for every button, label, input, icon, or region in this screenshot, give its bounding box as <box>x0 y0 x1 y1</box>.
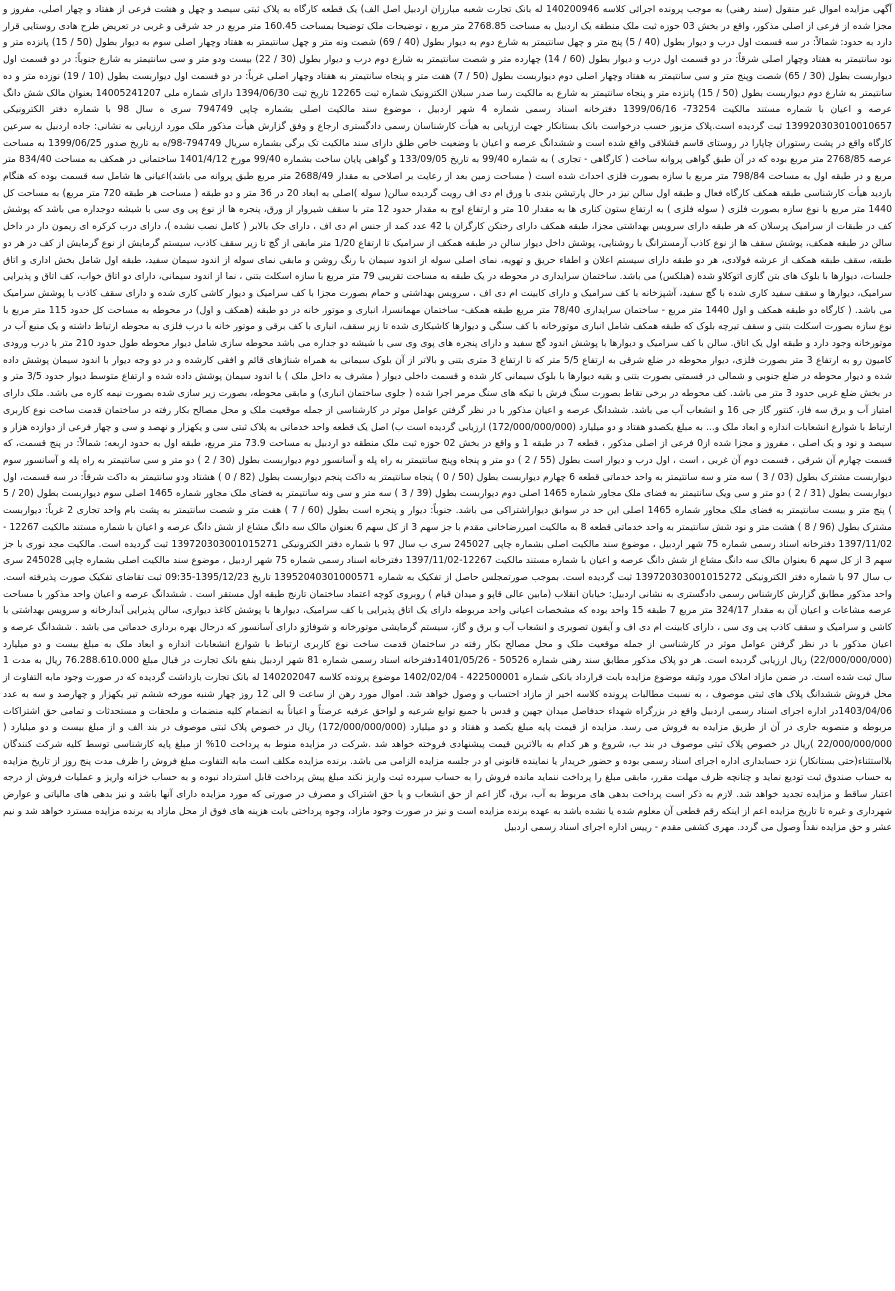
notice-body: آگهی مزایده اموال غیر منقول (سند رهنی) به موجب پرونده اجرائی کلاسه 140200946 له بانک تجارت شعبه مبارزان اردبیل اصل الف) یک قطعه کارگاه به پلاک ثبتی سیصد و چهل و هشت فرعی از هفتاد و چهار اصلی، مفروز و مجزا شده از فرعی از اصلی مذکور، واقع در بخش 03 حوزه ثبت ملک منطقه یک اردبیل به مساحت 2768.85 متر مربع ، توضیحات ملک توضیحا بمساحت 160.45 متر مربع در حد شرقی و غربی در تعریض طرح هادی روستایی قرار دارد به حدود: شمالاً: در سه قسمت اول درب و دیوار بطول (40 / 5) پنج متر و چهل سانتیمتر به شارع دوم به دیوار بطول (40 / 69) شصت ونه متر و چهل سانتیمتر به هفتاد وچهار اصلی سوم به دیوار بطول (50 / 15) پانزده متر و نود سانتیمتر به هفتاد وچهار اصلی شرقاً: در دو قسمت اول درب و دیوار بطول (60 / 14) چهارده متر و شصت سانتیمتر به شارع دوم درب و دیوار بطول (30 / 22) بیست ودو متر و سی سانتیمتر به شارع جنوباً: در دو قسمت اول دیواربست بطول (30 / 65) شصت وپنج متر و سی سانتیمتر به هفتاد وچهار اصلی دوم دیواربست بطول (50 / 7) هفت متر و پنجاه سانتیمتر به هفتاد وچهار اصلی غرباً: در دو قسمت اول دیواربست بطول (10 / 19) نوزده متر و ده سانتیمتر به شارع دوم دیواربست بطول (50 / 15) پانزده متر و پنجاه سانتیمتر به شارع به مالکیت رسا صدر سبلان الکترونیک شماره ثبت 12265 تاریخ ثبت 1394/06/30 دارای شماره ملی 14005241207 بعنوان مالک شش دانگ عرصه و اعیان با شماره مستند مالکیت 73254- 1399/06/16 دفترخانه اسناد رسمی شماره 4 شهر اردبیل ، موضوع سند مالکیت اصلی بشماره چاپی 794749 سری ه سال 98 با شماره دفتر الکترونیکی 139920303010010657 ثبت گردیده است.پلاک مزبور حسب درخواست بانک بستانکار جهت ارزیابی به هیأت کارشناسان رسمی دادگستری ارجاع و وفق گزارش هیأت مذکور ملک مورد ارزیابی به نشانی: جاده اردبیل به سرعین کارگاه واقع در پشت رستوران چاپارا در روستای قاسم قشلاقی واقع شده است و ششدانگ عرصه و اعیان با وضعیت خاص طلق دارای سند مالکیت تک برگی بشماره سریال 794749-98/ه به تاریخ صدور 1399/06/25 به مساحت عرصه 2768/85 متر مربع بوده که در آن طبق گواهی پروانه ساخت ( کارگاهی - تجاری ) به شماره 99/40 به تاریخ 133/09/05 و گواهی پایان ساخت بشماره 99/40 مورخ 1401/4/12 ساختمانی در همکف به مساحت 834/40 متر مربع و در طبقه اول به مساحت 798/84 متر مربع با سازه بصورت فلزی احداث شده است ( مساحت زمین بعد از رعایت بر اصلاحی به مقدار 2688/49 متر مربع طبق پروانه می باشد)اعیانی ها شامل سه قسمت بوده که هنگام بازدید هیأت کارشناسی طبقه همکف کارگاه فعال و طبقه اول سالن نیز در حال پارتیشن بندی با ورق ام دی اف رویت گردیده سالن( سوله )اصلی به ابعاد 20 در 36 متر و دو طبقه ( مساحت هر طبقه 720 متر مربع) به مساحت کل 1440 متر مربع با نوع سازه بصورت فلزی ( سوله فلزی ) به ارتفاع ستون کناری ها به مقدار 10 متر و ارتفاع اوج به مقدار حدود 12 متر با سقف شیروار از ورق، پنجره ها از نوع پی وی سی با شیشه دوجداره می باشد که پوشش کف در طبقات از سرامیک پرسلان که هر طبقه دارای سرویس بهداشتی مجزا، طبقه همکف دارای رختکن کارگران با 42 عدد کمد از جنس ام دی اف ، دارای جک بالابر ( کامل نصب نشده )، دارای درب کرکره ای ریمون دار در داخل سالن در طبقه همکف، پوشش سقف ها از نوع کاذب آرمسترانگ با روشنایی، پوشش داخل دیوار سالن در طبقه همکف از سرامیک تا ارتفاع 1/20 متر مابقی از گچ تا زیر سقف کاذب، سیستم گرمایش از نوع گرمایش از کف در هر دو طبقه، سقف طبقه همکف از عرشه فولادی، هر دو طبقه دارای سیستم اعلان و اطفاء حریق و تهویه، نمای اصلی سوله از اندود سیمان با رنگ روشن و مابقی نمای سوله از اندود سیمان سفید، طبقه اول شامل بخش اداری و اتاق جلسات، دیوارها با بلوک های بتن گازی اتوکلاو شده (هبلکس) می باشد. ساختمان سرایداری در محوطه در یک طبقه به مساحت تقریبی 79 متر مربع با سازه اسکلت بتنی ، نما از اندود سیمانی، دارای دو اتاق خواب، کف اتاق و پذیرایی سرامیک، دیوارها و سقف سفید کاری شده با گچ سفید، آشپزخانه با کف سرامیک و دارای کابینت ام دی اف ، سرویس بهداشتی و حمام بصورت مجزا با کف سرامیک و دیوار کاشی کاری شده و دارای سقف کاذب با پوشش سرامیک می باشد. ( کارگاه دو طبقه همکف و اول 1440 متر مربع - ساختمان سرایداری 78/40 متر مربع طبقه همکف- ساختمان مهمانسرا، انباری و موتور خانه در دو طبقه (همکف و اول) در محوطه به مساحت کل حدود 115 متر مربع با نوع سازه بصورت اسکلت بتنی و سقف تیرچه بلوک که طبقه همکف شامل انباری موتورخانه با کف سنگی و دیوارها کاشیکاری شده تا زیر سقف، انباری با کف برقی و موتور خانه با درب فلزی به محوطه ارتباط داشته و یک منبع آب در موتورخانه وجود دارد و طبقه اول یک اتاق. سالن با کف سرامیک و دیوارها با پوشش اندود گچ سفید و دارای پنجره های پوی وی سی با شیشه دو جداره می باشد محوطه سازی شامل دیوار محوطه طول حدود 210 متر با درب ورودی کامیون رو به ارتفاع 3 متر بصورت فلزی، دیوار محوطه در ضلع شرقی به ارتفاع 5/5 متر که تا ارتفاع 3 متری بتنی و بالاتر از آن بلوک سیمانی به همراه شناژهای قائم و افقی کارشده و در دو وجه دیوار با اندود سیمان پوشش داده شده و دیوار محوطه در ضلع جنوبی و شمالی در قسمتی بصورت بتنی و بقیه دیوارها با بلوک سیمانی کار شده و قسمت داخلی دیوار ( مشرف به داخل ملک ) با اندود سیمان پوشش داده شده و ارتفاع متوسط دیوار حدود 3/5 متر و در بخش ضلع غربی حدود 3 متر می باشد. کف محوطه در برخی نقاط بصورت سنگ فرش با تیکه های سنگ مرمر اجرا شده ( جلوی ساختمان انباری) و مابقی محوطه، بصورت زیر سازی شده بصورت نیمه کاره می باشد. ملک دارای امتیاز آب و برق سه فاز، کنتور گاز جی 16 و انشعاب آب می باشد. ششدانگ عرصه و اعیان مذکور با در نظر گرفتن عوامل موثر در کارشناسی از جمله موقعیت ملک و محل مصالح بکار رفته در ساختمان قدمت ساخت نوع کاربری ارتباط با شوارع انشعابات اندازه و ابعاد ملک و... به مبلغ یکصدو هفتاد و دو میلیارد (172/000/000/000) ارزیابی گردیده است ب) اصل یک قطعه واحد خدماتی به پلاک ثبتی سی و یکهزار و نهصد و سی و چهار فرعی از دوازده هزار و سیصد و نود و یک اصلی ، مفروز و مجزا شده از0 فرعی از اصلی مذکور ، قطعه 7 در طبقه 1 و واقع در بخش 02 حوزه ثبت ملک منطقه دو اردبیل به مساحت 73.9 متر مربع، طبقه اول به حدود اربعه: شمالاً: در پنج قسمت، که قسمت چهارم آن شرقی ، قسمت دوم آن غربی ، است ، اول درب و دیوار است بطول (55 / 2 ) دو متر و پنجاه وپنج سانتیمتر به راه پله و آسانسور دوم دیواربست بطول (30 / 2 ) دو متر و سی سانتیمتر به راه پله و آسانسور سوم دیواربست مشترک بطول (03 / 3 ) سه متر و سه سانتیمتر به واحد خدماتی قطعه 6 چهارم دیواربست بطول (50 / 0 ) پنجاه سانتیمتر به داکت پنجم دیواربست بطول (82 / 0 ) هشتاد ودو سانتیمتر به داکت شرقاً: در سه قسمت، اول دیواربست بطول (31 / 2 ) دو متر و سی ویک سانتیمتر به فضای ملک مجاور شماره 1465 اصلی دوم دیواربست بطول (39 / 3 ) سه متر و سی ونه سانتیمتر به فضای ملک مجاور شماره 1465 اصلی سوم دیواربست بطول (20 / 5 ) پنج متر و بیست سانتیمتر به فضای ملک مجاور شماره 1465 اصلی این حد در سوابق دیواراشتراکی می باشد. جنوباً: دیوار و پنجره است بطول (60 / 7 ) هفت متر و شصت سانتیمتر به پشت بام واحد تجاری 2 غرباً: دیواربست مشترک بطول (96 / 8 ) هشت متر و نود شش سانتیمتر به واحد خدماتی قطعه 8 به مالکیت امیررضاخانی مقدم با جز سهم 3 از کل سهم 6 بعنوان مالک سه دانگ مشاع از شش دانگ عرصه و اعیان با شماره مستند مالکیت 12267 - 1397/11/02 دفترخانه اسناد رسمی شماره 75 شهر اردبیل ، موضوع سند مالکیت اصلی بشماره چاپی 245027 سری ب سال 97 با شماره دفتر الکترونیکی 139720303001015271 ثبت گردیده است. مالکیت مجد نوری با جز سهم 3 از کل سهم 6 بعنوان مالک سه دانگ مشاع از شش دانگ عرصه و اعیان با شماره مستند مالکیت 12267-1397/11/02 دفترخانه اسناد رسمی شماره 75 شهر اردبیل ، موضوع سند مالکیت اصلی بشماره چاپی 245028 سری ب سال 97 با شماره دفتر الکترونیکی 139720303001015272 ثبت گردیده است. بموجب صورتمجلس حاصل از تفکیک به شماره 13952040301000571 تاریخ 1395/12/23-09:35 ثبت تقاضای تفکیک صورت پذیرفته است. واحد مذکور مطابق گزارش کارشناس رسمی دادگستری به نشانی اردبیل: خیابان انقلاب (مابین عالی قاپو و میدان قیام ) روبروی کوچه اعتماد ساختمان تارنج طبقه اول مستقر است . ششدانگ عرصه و اعیان واحد مذکور با مساحت عرصه مشاعات و اعیان آن به مقدار 324/17 متر مربع 7 طبقه 15 واحد بوده که مشخصات اعیانی واحد مربوطه دارای یک اتاق پذیرایی با کف سرامیک، دیوارها با پوشش کاغذ دیواری، سالن پذیرایی آبدارخانه و سرویس بهداشتی با کاشی و سرامیک و سقف کاذب پی وی سی ، دارای کابینت ام دی اف و آیفون تصویری و انشعاب آب و برق و گاز، سیستم گرمایشی موتورخانه و شوفاژو دارای آسانسور که درحال بهره برداری خدماتی می باشد . ششدانگ عرصه و اعیان مذکور با در نظر گرفتن عوامل موثر در کارشناسی از جمله موقعیت ملک و محل مصالح بکار رفته در ساختمان قدمت ساخت نوع کاربری ارتباط با شوارع انشعابات اندازه و ابعاد ملک به مبلغ بیست و دو میلیارد (22/000/000/000) ریال ارزیابی گردیده است. هر دو پلاک مذکور مطابق سند رهنی شماره 50526 - 1401/05/26دفترخانه اسناد رسمی شماره 81 شهر اردبیل بنفع بانک تجارت در قبال مبلغ 76.288.610.000 ریال به مدت 1 سال ثبت شده است. در ضمن مازاد املاک مورد وثیقه موضوع مزایده بابت قرارداد بانکی شماره 422500001 - 1402/02/04 موضوع پرونده کلاسه 140202047 له بانک تجارت بازداشت گردیده که در صورت وجود مابه التفاوت از محل فروش ششدانگ پلاک های ثبتی موصوف ، به نسبت مطالبات پرونده کلاسه اخیر از مازاد احتساب و وصول خواهد شد. اموال مورد رهن از ساعت 9 الی 12 روز چهار شنبه مورخه ششم تیر یکهزار و چهارصد و سه به عدد 1403/04/06در اداره اجرای اسناد رسمی اردبیل واقع در بزرگراه شهداء حدفاصل میدان جهین و قدس با جمیع توابع شرعیه و لواحق عرفیه عرصتاً و اعیاناً به انضمام کلیه منضمات و ملحقات و مستحدثات و تمامی حق اشتراکات مربوطه و منصوبه جاری در آن از طریق مزایده به فروش می رسد. مزایده از قیمت پایه مبلغ یکصد و هفتاد و دو میلیارد (172/000/000/000) ریال در خصوص پلاک ثبتی موصوف در بند الف و از مبلغ بیست و دو میلیارد ( 22/000/000/000 )ریال در خصوص پلاک ثبتی موصوف در بند ب، شروع و هر کدام به بالاترین قیمت پیشنهادی فروخته خواهد شد .شرکت در مزایده منوط به پرداخت 10% از مبلغ پایه کارشناسی توسط کلیه شرکت کنندگان بلااستثناء(حتی بستانکار) نزد حسابداری اداره اجرای اسناد رسمی بوده و حضور خریدار یا نماینده قانونی او در جلسه مزایده الزامی می باشد. برنده مزایده مکلف است مابه التفاوت مبلغ فروش را ظرف مدت پنج روز از تاریخ مزایده به حساب صندوق ثبت تودیع نماید و چنانچه ظرف مهلت مقرر، مابقی مبلغ را پرداخت ننماید مانده فروش را به حساب سپرده ثبت واریز نکند مبلغ پیش پرداخت قابل استرداد نبوده و به حساب خزانه واریز و عملیات فروش از درجه اعتبار ساقط و مزایده تجدید خواهد شد. لازم به ذکر است پرداخت بدهی های مربوط به آب، برق، گاز اعم از حق انشعاب و یا حق اشتراک و مصرف در صورتی که مورد مزایده دارای آنها باشد و نیز بدهی های مالیاتی و عوارض شهرداری و غیره تا تاریخ مزایده اعم از اینکه رقم قطعی آن معلوم شده یا نشده باشد به عهده برنده مزایده است و نیز در صورت وجود مازاد، وجوه پرداختی بابت هزینه های فوق از محل مازاد به برنده مزایده مسترد خواهد شد و نیم عشر و حق مزایده نقداً وصول می گردد. مهری کشفی مقدم - رییس اداره اجرای اسناد رسمی اردبیل <box>3 4 893 834</box>
auction-notice-text <box>2 2 893 1289</box>
